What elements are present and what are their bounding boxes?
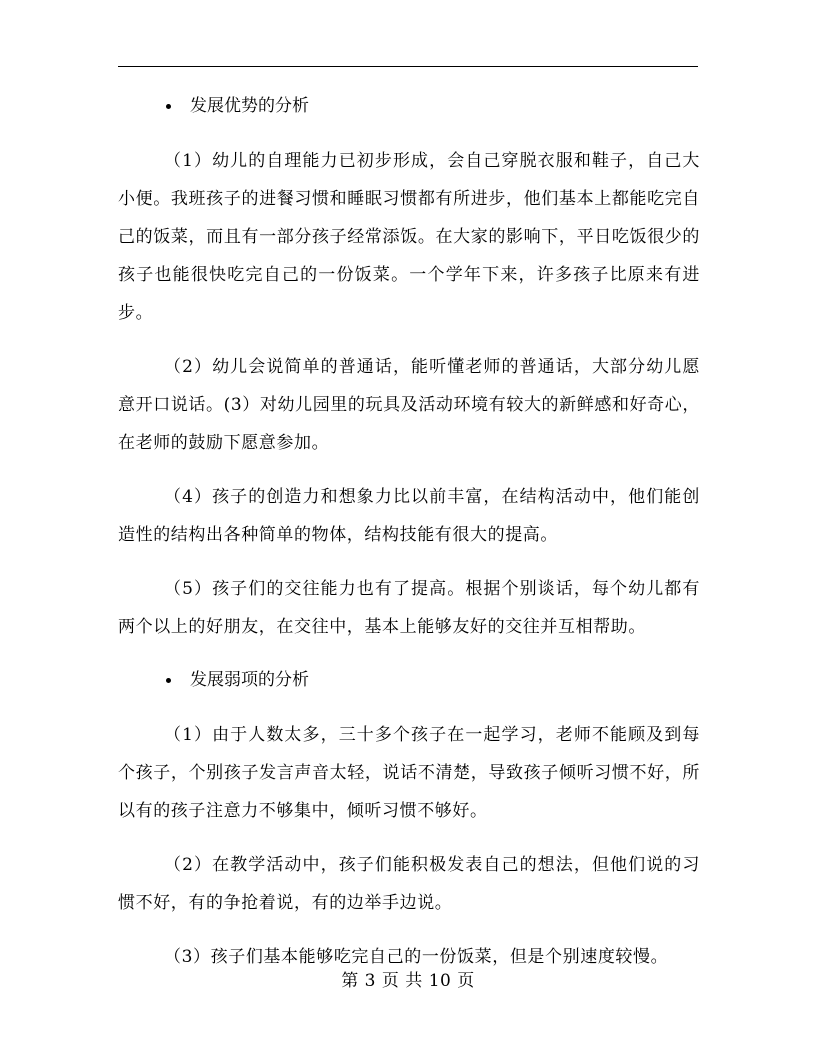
paragraph: （4）孩子的创造力和想象力比以前丰富，在结构活动中，他们能创造性的结构出各种简单的物体，结构技能有很大的提高。 <box>118 487 700 545</box>
paragraph: （2）幼儿会说简单的普通话，能听懂老师的普通话，大部分幼儿愿意开口说话。(3）对幼儿园里的玩具及活动环境有较大的新鲜感和好奇心，在老师的鼓励下愿意参加。 <box>118 357 700 453</box>
paragraph: （1）幼儿的自理能力已初步形成，会自己穿脱衣服和鞋子，自己大小便。我班孩子的进餐习惯和睡眠习惯都有所进步，他们基本上都能吃完自己的饭菜，而且有一部分孩子经常添饭。在大家的影响下，平日吃饭很少的孩子也能很快吃完自己的一份饭菜。一个学年下来，许多孩子比原来有进步。 <box>118 151 700 323</box>
header-rule <box>118 66 698 67</box>
paragraph: （1）由于人数太多，三十多个孩子在一起学习，老师不能顾及到每个孩子，个别孩子发言声音太轻，说话不清楚，导致孩子倾听习惯不好，所以有的孩子注意力不够集中，倾听习惯不够好。 <box>118 725 700 821</box>
section-heading-text: 发展优势的分析 <box>190 96 309 116</box>
paragraph: （3）孩子们基本能够吃完自己的一份饭菜，但是个别速度较慢。 <box>164 947 669 967</box>
bullet-icon <box>166 678 171 683</box>
page-number: 第 3 页 共 10 页 <box>341 971 475 991</box>
document-body <box>118 88 700 976</box>
bullet-icon <box>166 104 171 109</box>
section-heading-text: 发展弱项的分析 <box>190 670 309 690</box>
paragraph: （5）孩子们的交往能力也有了提高。根据个别谈话，每个幼儿都有两个以上的好朋友，在交往中，基本上能够友好的交往并互相帮助。 <box>118 579 700 637</box>
section-heading-weaknesses <box>118 662 700 698</box>
section-heading-strengths <box>118 88 700 124</box>
paragraph: （2）在教学活动中，孩子们能积极发表自己的想法，但他们说的习惯不好，有的争抢着说，有的边举手边说。 <box>118 855 700 913</box>
